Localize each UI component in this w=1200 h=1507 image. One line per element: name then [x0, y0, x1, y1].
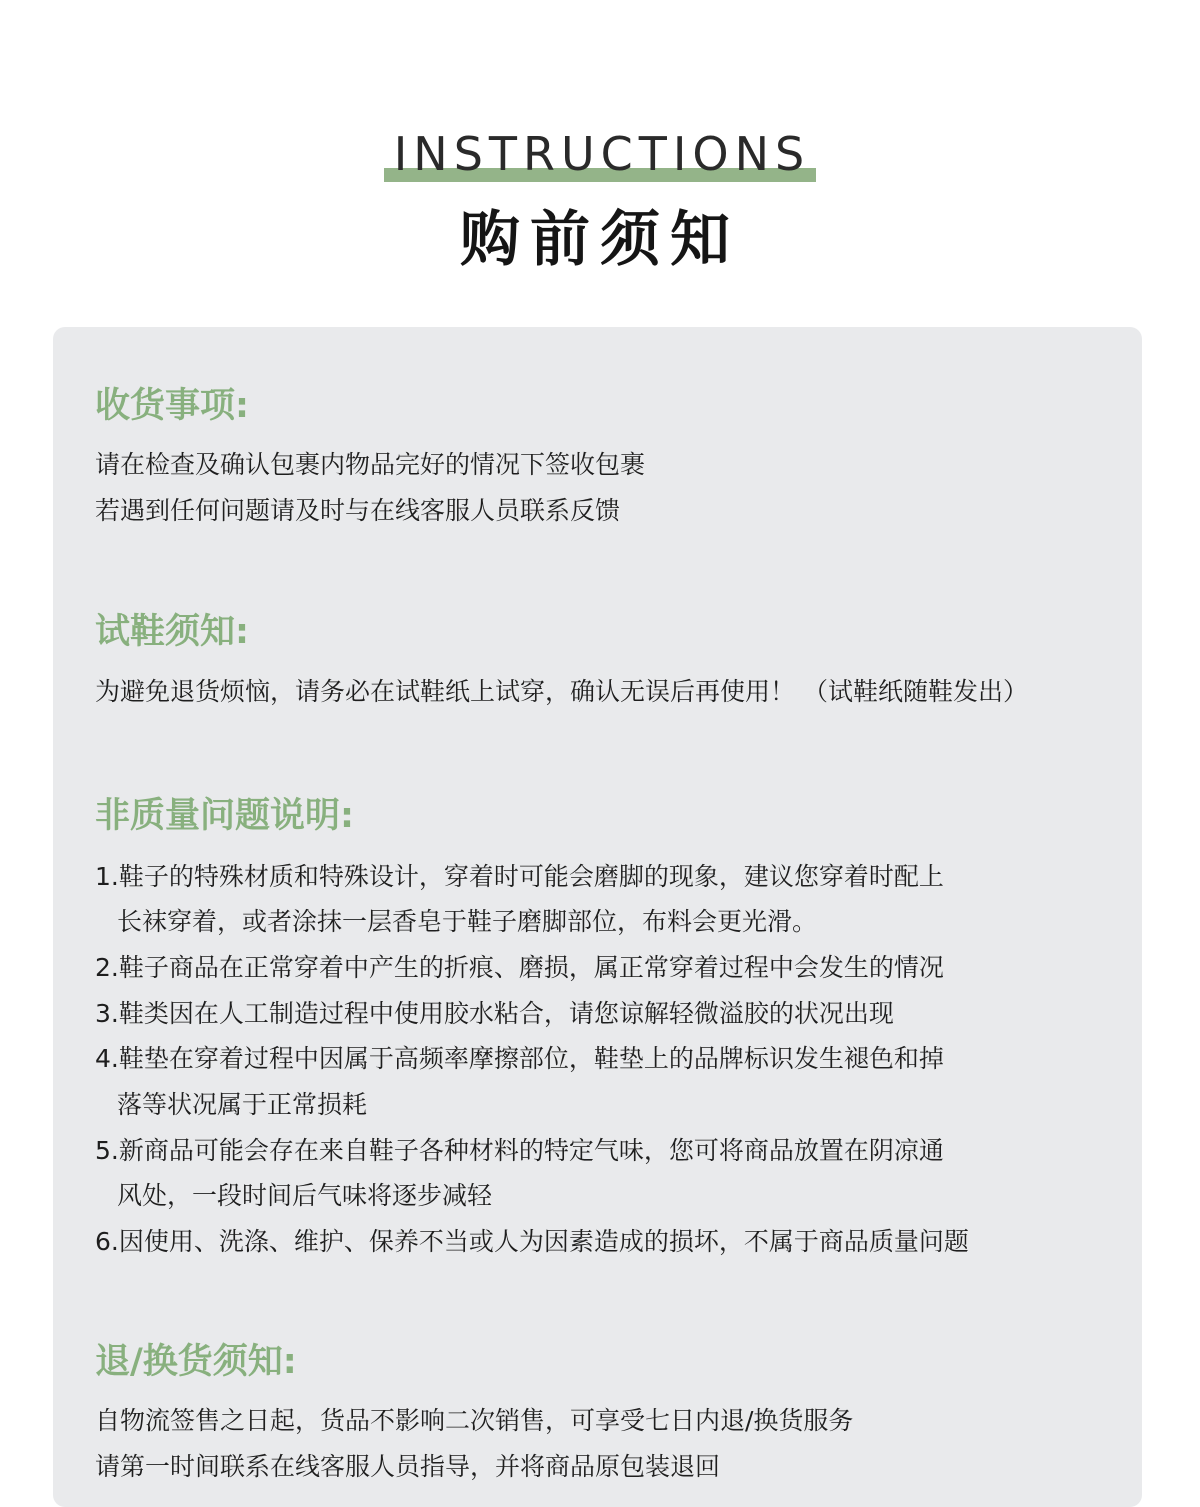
non-quality-line-4: 3.鞋类因在人工制造过程中使用胶水粘合，请您谅解轻微溢胶的状况出现: [95, 999, 894, 1028]
non-quality-line-9: 6.因使用、洗涤、维护、保养不当或人为因素造成的损坏，不属于商品质量问题: [95, 1227, 969, 1256]
non-quality-line-1: 1.鞋子的特殊材质和特殊设计，穿着时可能会磨脚的现象，建议您穿着时配上: [95, 862, 944, 891]
non-quality-line-6: 落等状况属于正常损耗: [117, 1090, 368, 1119]
non-quality-line-2: 长袜穿着，或者涂抹一层香皂于鞋子磨脚部位，布料会更光滑。: [117, 907, 818, 936]
non-quality-line-7: 5.新商品可能会存在来自鞋子各种材料的特定气味，您可将商品放置在阴凉通: [95, 1136, 944, 1165]
page-header: [0, 0, 1200, 320]
section-title-return-exchange: 退/换货须知:: [95, 1342, 297, 1382]
return-line-2: 请第一时间联系在线客服人员指导，并将商品原包装退回: [95, 1452, 721, 1481]
try-on-line-1: 为避免退货烦恼，请务必在试鞋纸上试穿，确认无误后再使用！ （试鞋纸随鞋发出）: [95, 677, 1028, 706]
receiving-line-2: 若遇到任何问题请及时与在线客服人员联系反馈: [95, 496, 621, 525]
section-title-receiving: 收货事项:: [95, 386, 249, 426]
non-quality-line-3: 2.鞋子商品在正常穿着中产生的折痕、磨损，属正常穿着过程中会发生的情况: [95, 953, 944, 982]
section-title-try-on: 试鞋须知:: [95, 612, 249, 652]
non-quality-line-5: 4.鞋垫在穿着过程中因属于高频率摩擦部位，鞋垫上的品牌标识发生褪色和掉: [95, 1044, 944, 1073]
english-title: [384, 128, 817, 180]
english-title-text: INSTRUCTIONS: [393, 127, 811, 181]
english-title-wrap: [0, 128, 1200, 180]
chinese-title: 购前须知: [460, 205, 740, 275]
return-line-1: 自物流签售之日起，货品不影响二次销售，可享受七日内退/换货服务: [95, 1406, 854, 1435]
non-quality-line-8: 风处，一段时间后气味将逐步减轻: [117, 1181, 493, 1210]
receiving-line-1: 请在检查及确认包裹内物品完好的情况下签收包裹: [95, 450, 646, 479]
section-title-non-quality: 非质量问题说明:: [95, 796, 354, 836]
